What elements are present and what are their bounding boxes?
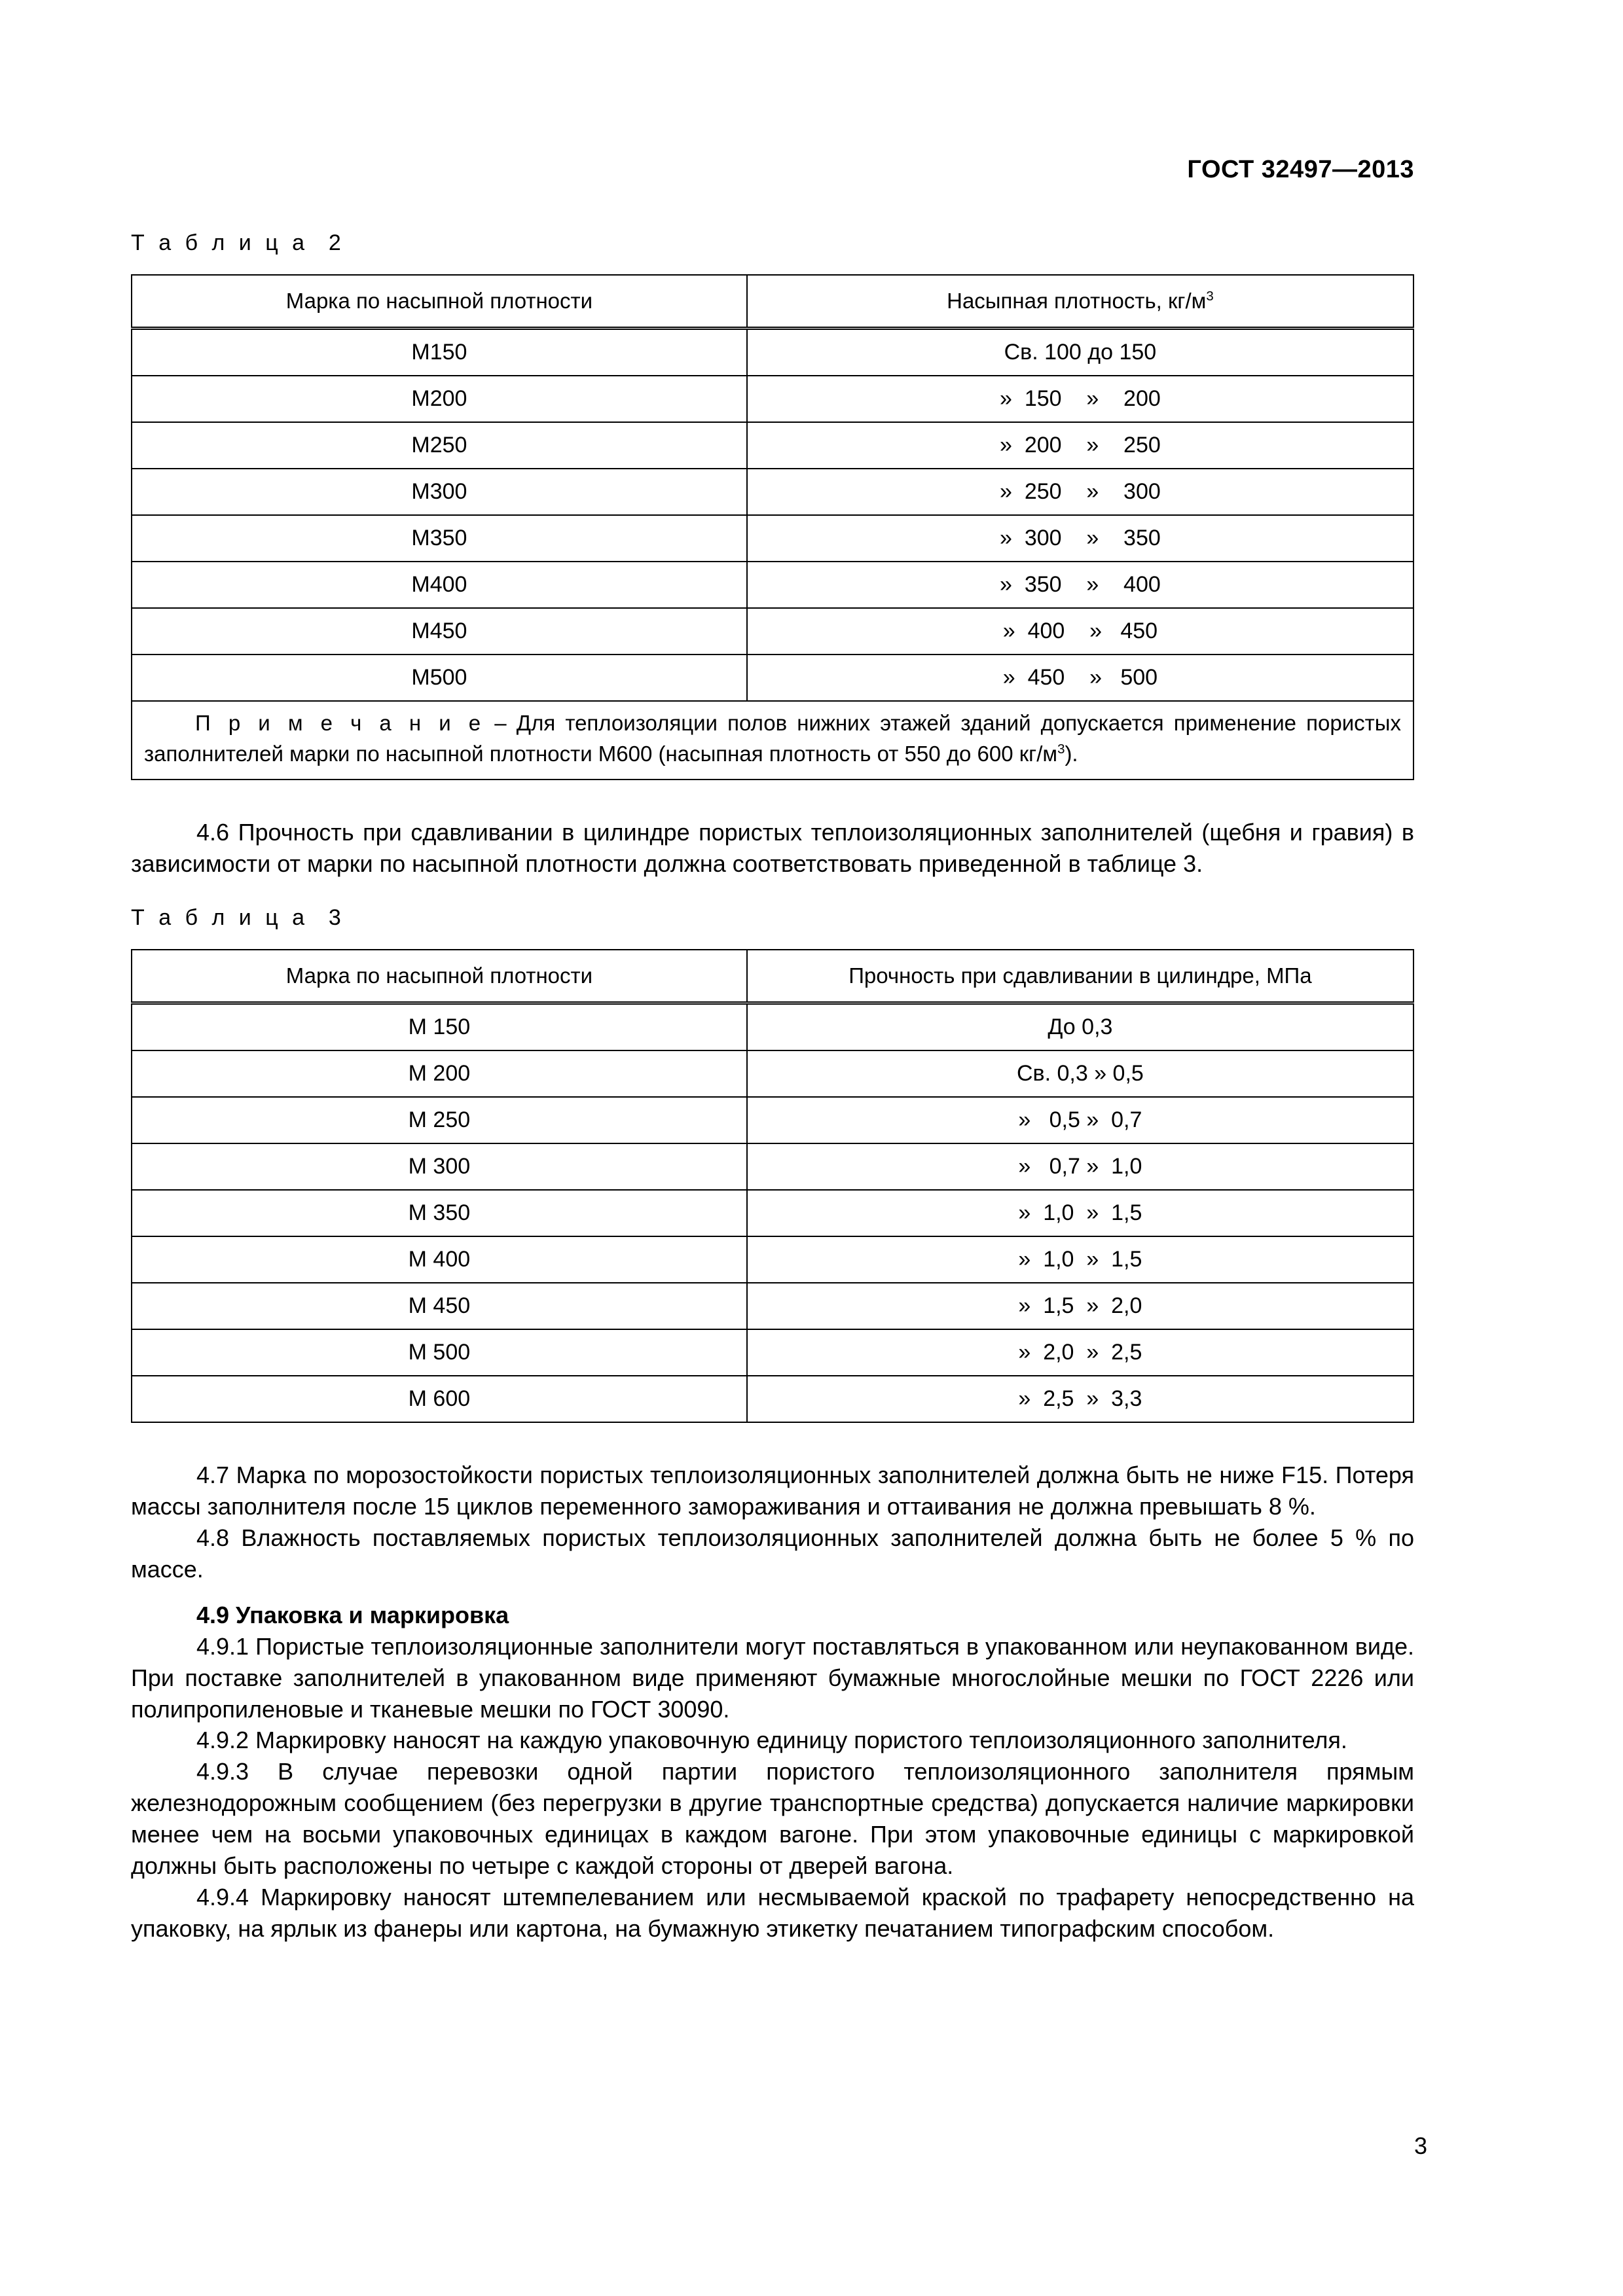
table-2-cell-density xyxy=(747,376,1413,422)
table-3-cell-strength xyxy=(747,1236,1413,1283)
table-2-cell-grade xyxy=(132,469,747,515)
table-2-grade-value: М150 xyxy=(411,340,467,365)
table-2-cell-grade xyxy=(132,376,747,422)
table-2-note-row xyxy=(132,701,1413,780)
table-3-grade-value: М 600 xyxy=(408,1386,471,1412)
table-3-cell-grade xyxy=(132,1329,747,1376)
table-row xyxy=(132,1143,1413,1190)
page-header-standard-id: ГОСТ 32497—2013 xyxy=(1187,156,1414,183)
table-2-cell-grade xyxy=(132,562,747,608)
table-row xyxy=(132,1329,1413,1376)
table-3-cell-grade xyxy=(132,1050,747,1097)
table-2-caption: Т а б л и ц а 2 xyxy=(131,230,345,255)
table-row xyxy=(132,1003,1413,1051)
table-row xyxy=(132,1376,1413,1422)
table-3-cell-grade xyxy=(132,1097,747,1143)
table-2-cell-density xyxy=(747,515,1413,562)
table-2-density-value: » 400 » 450 xyxy=(1002,619,1158,643)
clause-4-8: 4.8 Влажность поставляемых пористых теплоизоляционных заполнителей должна быть не более 5 % по массе. xyxy=(131,1524,1414,1583)
table-row xyxy=(132,1050,1413,1097)
table-3-grade-value: М 200 xyxy=(408,1061,471,1086)
table-2-note-text: Для теплоизоляции полов нижних этажей зданий допускается применение пористых заполнителей марки по насыпной плотности М600 (насыпная плотность от 550 до 600 кг/м xyxy=(144,711,1401,766)
clause-4-9-3: 4.9.3 В случае перевозки одной партии пористого теплоизоляционного заполнителя прямым железнодорожным сообщением (без перегрузки в другие транспортные средства) допускается наличие маркировки менее чем на восьми упаковочных единицах в каждом вагоне. При этом упаковочные единицы с маркировкой должны быть расположены по четыре с каждой стороны от дверей вагона. xyxy=(131,1758,1414,1879)
table-2-grade-value: М200 xyxy=(411,386,467,411)
table-3-strength-value: » 0,5 » 0,7 xyxy=(1018,1107,1142,1133)
table-2-note-dash: – xyxy=(484,711,517,735)
spacer xyxy=(131,780,1414,817)
table-3-header-row xyxy=(132,950,1413,1003)
table-3-cell-grade xyxy=(132,1376,747,1422)
table-row xyxy=(132,608,1413,655)
table-3-strength-value: Св. 0,3 » 0,5 xyxy=(1016,1061,1144,1086)
table-3-strength-value: » 0,7 » 1,0 xyxy=(1018,1154,1142,1179)
table-3-cell-grade xyxy=(132,1236,747,1283)
table-2-note xyxy=(132,701,1413,780)
table-3-cell-strength xyxy=(747,1190,1413,1236)
table-2-note-label: П р и м е ч а н и е xyxy=(195,711,485,735)
table-2-cell-density xyxy=(747,562,1413,608)
clause-4-6: 4.6 Прочность при сдавливании в цилиндре пористых теплоизоляционных заполнителей (щебня и гравия) в зависимости от марки по насыпной плотности должна соответствовать приведенной в таблице 3. xyxy=(131,818,1414,877)
table-2-header-row xyxy=(132,275,1413,329)
table-3-strength-value: » 1,5 » 2,0 xyxy=(1018,1293,1142,1319)
table-row xyxy=(132,1283,1413,1329)
table-2-density-value: » 150 » 200 xyxy=(1000,386,1161,411)
table-3-strength-value: » 1,0 » 1,5 xyxy=(1018,1247,1142,1272)
table-3-strength-value: » 2,0 » 2,5 xyxy=(1018,1340,1142,1365)
clause-4-9-2: 4.9.2 Маркировку наносят на каждую упаковочную единицу пористого теплоизоляционного заполнителя. xyxy=(196,1727,1347,1754)
table-3-cell-grade xyxy=(132,1143,747,1190)
table-2-grade-value: М450 xyxy=(411,619,467,643)
table-2-density-value: » 350 » 400 xyxy=(1000,572,1161,597)
table-3-cell-strength xyxy=(747,1097,1413,1143)
page-number: 3 xyxy=(1413,2132,1427,2159)
table-3-cell-grade xyxy=(132,1190,747,1236)
page-content xyxy=(131,230,1414,1945)
table-row xyxy=(132,469,1413,515)
table-3-cell-strength xyxy=(747,1003,1413,1051)
table-3-strength-value: До 0,3 xyxy=(1048,1014,1113,1040)
table-3-grade-value: М 350 xyxy=(408,1200,471,1226)
table-row xyxy=(132,376,1413,422)
table-3-col-strength: Прочность при сдавливании в цилиндре, МПа xyxy=(747,950,1413,1003)
table-2-grade-value: М500 xyxy=(411,665,467,690)
table-3-strength-value: » 2,5 » 3,3 xyxy=(1018,1386,1142,1412)
table-2-cell-density xyxy=(747,329,1413,376)
clause-4-9-4: 4.9.4 Маркировку наносят штемпелеванием или несмываемой краской по трафарету непосредственно на упаковку, на ярлык из фанеры или картона, на бумажную этикетку печатанием типографским способом. xyxy=(131,1883,1414,1942)
table-2-col-density-label: Насыпная плотность, кг/м xyxy=(947,289,1207,313)
table-2-col-grade: Марка по насыпной плотности xyxy=(132,275,747,329)
spacer xyxy=(131,1423,1414,1460)
table-2-col-density xyxy=(747,275,1413,329)
table-3-cell-strength xyxy=(747,1050,1413,1097)
spacer xyxy=(131,1585,1414,1600)
table-3-cell-strength xyxy=(747,1329,1413,1376)
table-3 xyxy=(131,949,1414,1423)
table-3-grade-value: М 450 xyxy=(408,1293,471,1319)
table-2-cell-density xyxy=(747,608,1413,655)
table-2-density-value: Св. 100 до 150 xyxy=(1004,340,1157,365)
table-2 xyxy=(131,274,1414,780)
clause-4-9-1: 4.9.1 Пористые теплоизоляционные заполнители могут поставляться в упакованном или неупакованном виде. При поставке заполнителей в упакованном виде применяют бумажные многослойные мешки по ГОСТ 2226 или полипропиленовые и тканевые мешки по ГОСТ 30090. xyxy=(131,1632,1414,1723)
table-2-cell-grade xyxy=(132,655,747,701)
clause-4-7: 4.7 Марка по морозостойкости пористых теплоизоляционных заполнителей должна быть не ниже F15. Потеря массы заполнителя после 15 циклов переменного замораживания и оттаивания не должна превышать 8 %. xyxy=(131,1462,1414,1520)
table-2-cell-grade xyxy=(132,422,747,469)
heading-4-9: 4.9 Упаковка и маркировка xyxy=(196,1601,509,1628)
table-2-density-value: » 250 » 300 xyxy=(1000,479,1161,504)
table-3-grade-value: М 150 xyxy=(408,1014,471,1040)
table-3-cell-strength xyxy=(747,1376,1413,1422)
table-3-cell-grade xyxy=(132,1283,747,1329)
table-2-col-density-exponent: 3 xyxy=(1206,289,1214,304)
spacer xyxy=(131,879,1414,905)
table-2-cell-density xyxy=(747,655,1413,701)
table-2-cell-grade xyxy=(132,515,747,562)
table-2-grade-value: М350 xyxy=(411,526,467,550)
table-3-cell-strength xyxy=(747,1143,1413,1190)
table-3-grade-value: М 500 xyxy=(408,1340,471,1365)
table-2-grade-value: М400 xyxy=(411,572,467,597)
table-2-cell-density xyxy=(747,469,1413,515)
table-2-cell-grade xyxy=(132,329,747,376)
table-2-note-text-end: ). xyxy=(1065,741,1078,766)
table-3-cell-grade xyxy=(132,1003,747,1051)
table-2-density-value: » 300 » 350 xyxy=(1000,526,1161,550)
table-3-grade-value: М 250 xyxy=(408,1107,471,1133)
table-row xyxy=(132,1097,1413,1143)
table-2-cell-grade xyxy=(132,608,747,655)
table-2-density-value: » 450 » 500 xyxy=(1002,665,1158,690)
table-row xyxy=(132,1236,1413,1283)
table-row xyxy=(132,562,1413,608)
table-row xyxy=(132,1190,1413,1236)
table-3-grade-value: М 300 xyxy=(408,1154,471,1179)
table-3-col-grade: Марка по насыпной плотности xyxy=(132,950,747,1003)
table-2-note-exponent: 3 xyxy=(1057,741,1065,757)
table-3-cell-strength xyxy=(747,1283,1413,1329)
table-row xyxy=(132,329,1413,376)
table-3-grade-value: М 400 xyxy=(408,1247,471,1272)
table-row xyxy=(132,655,1413,701)
table-2-grade-value: М300 xyxy=(411,479,467,504)
table-2-cell-density xyxy=(747,422,1413,469)
table-3-caption: Т а б л и ц а 3 xyxy=(131,905,345,931)
table-3-strength-value: » 1,0 » 1,5 xyxy=(1018,1200,1142,1226)
table-2-grade-value: М250 xyxy=(411,433,467,457)
table-2-density-value: » 200 » 250 xyxy=(1000,433,1161,457)
table-row xyxy=(132,515,1413,562)
table-row xyxy=(132,422,1413,469)
